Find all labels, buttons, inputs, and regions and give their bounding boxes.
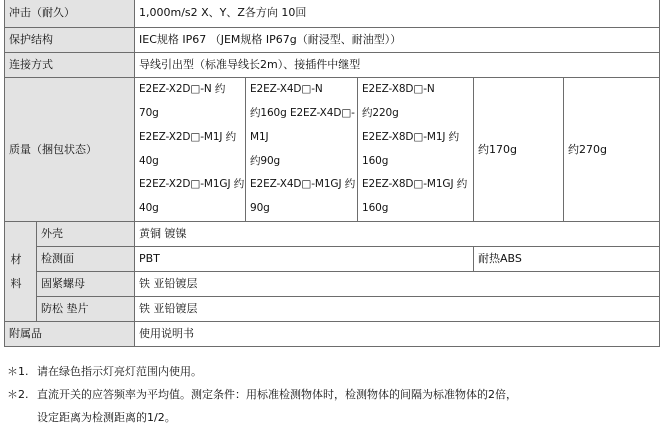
footnote-mark: ＊2. bbox=[7, 388, 29, 401]
material-label bbox=[5, 222, 37, 322]
mass-col-5: 约270g bbox=[564, 78, 660, 222]
footnotes bbox=[7, 360, 517, 429]
mass-col-x2d bbox=[135, 78, 246, 222]
footnote-continuation bbox=[7, 406, 517, 429]
material-case-row bbox=[5, 222, 660, 247]
washer-value: 铁 亚铅镀层 bbox=[135, 297, 660, 322]
mass-col-x8d bbox=[358, 78, 474, 222]
shock-label: 冲击（耐久） bbox=[5, 0, 135, 28]
nut-label: 固紧螺母 bbox=[37, 272, 135, 297]
mass-line: 约220g bbox=[362, 107, 399, 120]
shock-value: 1,000m/s2 X、Y、Z各方向 10回 bbox=[135, 0, 660, 28]
footnote-text: 请在绿色指示灯亮灯范围内使用。 bbox=[37, 365, 202, 378]
mass-line: 90g bbox=[250, 201, 270, 214]
connection-row bbox=[5, 53, 660, 78]
material-label-char: 料 bbox=[10, 276, 22, 290]
mass-row bbox=[5, 78, 660, 222]
spec-table bbox=[4, 0, 660, 347]
mass-line: E2EZ-X8D□-M1J 约 bbox=[362, 130, 460, 143]
mass-line: E2EZ-X8D□-N bbox=[362, 83, 435, 96]
mass-line: E2EZ-X4D□-M1GJ 约 bbox=[250, 178, 356, 191]
footnote-mark: ＊1. bbox=[7, 365, 29, 378]
connection-value: 导线引出型（标准导线长2m）、接插件中继型 bbox=[135, 53, 660, 78]
mass-line: M1J bbox=[250, 130, 269, 143]
case-label: 外壳 bbox=[37, 222, 135, 247]
footnote bbox=[7, 383, 517, 406]
mass-line: 约160g E2EZ-X4D□- bbox=[250, 107, 355, 120]
mass-line: E2EZ-X2D□-N 约 bbox=[139, 83, 226, 96]
mass-line: E2EZ-X2D□-M1GJ 约 bbox=[139, 178, 245, 191]
footnote-text: 直流开关的应答频率为平均值。测定条件：用标准检测物体时，检测物体的间隔为标准物体的2倍， bbox=[37, 388, 517, 401]
mass-line: 约90g bbox=[250, 154, 281, 167]
sensing-label: 检测面 bbox=[37, 247, 135, 272]
footnote bbox=[7, 360, 517, 383]
mass-line: 160g bbox=[362, 201, 389, 214]
shock-row bbox=[5, 0, 660, 28]
material-label-char: 材 bbox=[10, 252, 22, 266]
mass-line: 160g bbox=[362, 154, 389, 167]
mass-line: E2EZ-X4D□-N bbox=[250, 83, 323, 96]
mass-line: 40g bbox=[139, 201, 159, 214]
case-value: 黄铜 镀镍 bbox=[135, 222, 660, 247]
mass-label: 质量（捆包状态） bbox=[5, 78, 135, 222]
mass-line: E2EZ-X2D□-M1J 约 bbox=[139, 130, 237, 143]
accessory-value: 使用说明书 bbox=[135, 322, 660, 347]
material-nut-row bbox=[5, 272, 660, 297]
accessory-label: 附属品 bbox=[5, 322, 135, 347]
protection-value: IEC规格 IP67 （JEM规格 IP67g（耐浸型、耐油型）） bbox=[135, 28, 660, 53]
footnote-text: 设定距离为检测距离的1/2。 bbox=[37, 411, 176, 424]
protection-label: 保护结构 bbox=[5, 28, 135, 53]
mass-line: 70g bbox=[139, 107, 159, 120]
sensing-value: PBT bbox=[135, 247, 474, 272]
washer-label: 防松 垫片 bbox=[37, 297, 135, 322]
mass-col-x4d bbox=[246, 78, 358, 222]
sensing-value-2: 耐热ABS bbox=[474, 247, 660, 272]
material-sensing-row bbox=[5, 247, 660, 272]
mass-col-4: 约170g bbox=[474, 78, 564, 222]
material-washer-row bbox=[5, 297, 660, 322]
mass-line: 40g bbox=[139, 154, 159, 167]
connection-label: 连接方式 bbox=[5, 53, 135, 78]
mass-line: E2EZ-X8D□-M1GJ 约 bbox=[362, 178, 468, 191]
nut-value: 铁 亚铅镀层 bbox=[135, 272, 660, 297]
accessory-row bbox=[5, 322, 660, 347]
protection-row bbox=[5, 28, 660, 53]
